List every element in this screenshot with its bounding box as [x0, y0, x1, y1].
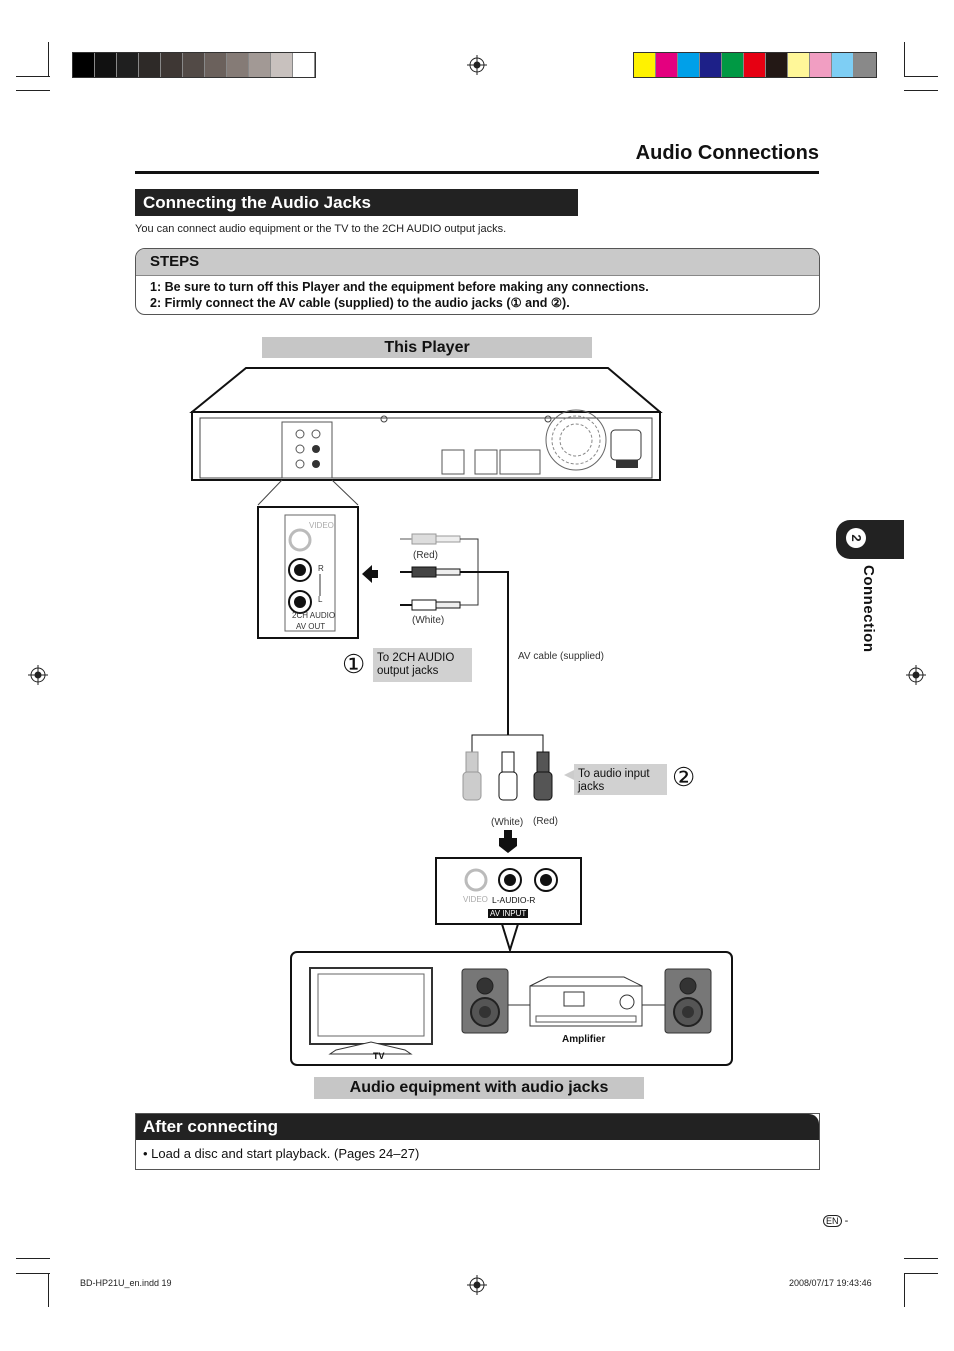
crop-mark	[16, 90, 50, 91]
crop-mark	[904, 42, 905, 76]
chapter-label: Connection	[860, 565, 877, 653]
speaker-icon	[665, 969, 711, 1033]
color-swatch	[854, 53, 876, 77]
color-swatch	[117, 53, 139, 77]
connection-diagram	[0, 360, 954, 1080]
callout-number: ①	[342, 649, 366, 679]
color-swatch	[73, 53, 95, 77]
crop-mark	[904, 90, 938, 91]
color-swatch	[656, 53, 678, 77]
amplifier-icon	[530, 977, 642, 1026]
jack-video-label: VIDEO	[309, 521, 334, 530]
color-swatch	[227, 53, 249, 77]
color-swatch	[634, 53, 656, 77]
crop-mark	[16, 1258, 50, 1259]
after-heading: After connecting	[136, 1114, 819, 1140]
color-swatch	[700, 53, 722, 77]
color-swatch	[788, 53, 810, 77]
jack-l-label: L	[318, 595, 323, 604]
jack-r-label: R	[318, 564, 324, 573]
color-swatch	[293, 53, 315, 77]
crop-mark	[904, 1273, 938, 1274]
step-item: 1: Be sure to turn off this Player and the equipment before making any connections.	[150, 280, 649, 294]
crop-mark	[904, 1258, 938, 1259]
registration-mark-icon	[467, 1275, 487, 1295]
title-rule	[135, 171, 819, 174]
color-swatch	[183, 53, 205, 77]
color-swatch	[161, 53, 183, 77]
color-calibration-bar	[633, 52, 877, 78]
color-swatch	[95, 53, 117, 77]
av-cable-plug-top	[400, 534, 460, 610]
chapter-number: 2	[846, 528, 866, 548]
step-item: 2: Firmly connect the AV cable (supplied) to the audio jacks (① and ②).	[150, 296, 570, 310]
color-swatch	[139, 53, 161, 77]
color-swatch	[832, 53, 854, 77]
jack-audio-label: 2CH AUDIO	[292, 611, 336, 620]
red-label: (Red)	[413, 550, 439, 561]
after-connecting-box	[135, 1113, 820, 1170]
crop-mark	[48, 1273, 49, 1307]
color-swatch	[744, 53, 766, 77]
color-swatch	[722, 53, 744, 77]
color-swatch	[271, 53, 293, 77]
footer-timestamp: 2008/07/17 19:43:46	[789, 1278, 872, 1288]
jack-av-out-label: AV OUT	[296, 622, 326, 631]
page-number	[823, 1215, 848, 1227]
steps-heading: STEPS	[136, 249, 819, 276]
player-label: This Player	[262, 337, 592, 358]
section-heading: Connecting the Audio Jacks	[135, 189, 578, 216]
plug-white-label: (White)	[491, 817, 524, 828]
crop-mark	[16, 1273, 50, 1274]
gray-calibration-bar	[72, 52, 316, 78]
after-item: • Load a disc and start playback. (Pages 24–27)	[143, 1146, 420, 1161]
page-title: Audio Connections	[635, 142, 819, 164]
color-swatch	[810, 53, 832, 77]
input-av-label: AV INPUT	[490, 909, 527, 918]
tv-icon	[310, 968, 432, 1054]
page-suffix: -	[844, 1215, 849, 1227]
plug-red-label: (Red)	[533, 816, 559, 827]
callout-input-jacks: To audio input jacks	[574, 764, 667, 795]
tv-label: TV	[373, 1051, 385, 1061]
equipment-label: Audio equipment with audio jacks	[314, 1077, 644, 1099]
crop-mark	[904, 1273, 905, 1307]
player-rear-panel	[192, 368, 660, 480]
crop-mark	[16, 76, 50, 77]
crop-mark	[48, 42, 49, 76]
footer-file: BD-HP21U_en.indd 19	[80, 1278, 172, 1288]
color-swatch	[766, 53, 788, 77]
input-video-label: VIDEO	[463, 895, 488, 904]
crop-mark	[904, 76, 938, 77]
av-cable-plug-bottom	[463, 752, 552, 800]
speaker-icon	[462, 969, 508, 1033]
callout-number: ②	[672, 762, 696, 792]
color-swatch	[205, 53, 227, 77]
color-swatch	[678, 53, 700, 77]
lang-badge: EN	[823, 1215, 842, 1227]
steps-box	[135, 248, 820, 315]
cable-label: AV cable (supplied)	[518, 651, 604, 662]
input-audio-label: L-AUDIO-R	[492, 895, 536, 905]
amplifier-label: Amplifier	[562, 1034, 606, 1045]
callout-output-jacks: To 2CH AUDIO output jacks	[373, 648, 472, 682]
registration-mark-icon	[467, 55, 487, 75]
white-label: (White)	[412, 615, 445, 626]
intro-text: You can connect audio equipment or the TV to the 2CH AUDIO output jacks.	[135, 223, 507, 235]
color-swatch	[249, 53, 271, 77]
